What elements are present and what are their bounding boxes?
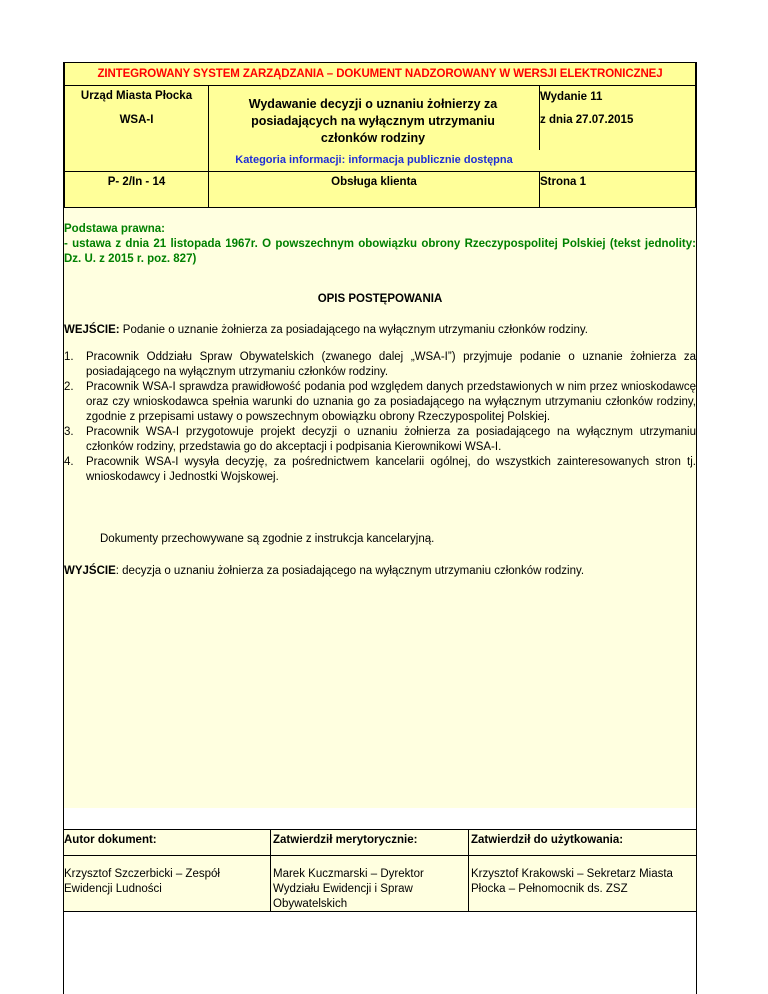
documents-note: Dokumenty przechowywane są zgodnie z instrukcja kancelaryjną. — [100, 533, 435, 545]
step-number: 2. — [64, 381, 74, 393]
office-name: Urząd Miasta Płocka — [80, 90, 193, 102]
unit-code: WSA-I — [119, 114, 154, 126]
footer-divider — [468, 830, 469, 911]
input-text: Podanie o uznanie żołnierza za posiadającego na wyłącznym utrzymaniu członków rodziny. — [119, 324, 588, 336]
approval-table — [64, 829, 696, 912]
step-text: Pracownik Oddziału Spraw Obywatelskich (zwanego dalej „WSA-I”) przyjmuje podanie o uznanie żołnierza za posiadającego na wyłącznym utrzymaniu członków rodziny. — [86, 351, 696, 378]
edition: Wydanie 11 — [540, 91, 603, 103]
document-body — [64, 208, 696, 808]
merit-approval-label: Zatwierdził merytorycznie: — [273, 834, 418, 846]
step-number: 3. — [64, 426, 74, 438]
legal-basis-text: - ustawa z dnia 21 listopada 1967r. O powszechnym obowiązku obrony Rzeczypospolitej Polskiej (tekst jednolity: Dz. U. z 2015 r. poz. 827) — [64, 238, 696, 265]
procedure-code: P- 2/In - 14 — [107, 176, 166, 188]
legal-basis-title: Podstawa prawna: — [64, 223, 165, 235]
list-item — [64, 425, 696, 455]
list-item — [64, 350, 696, 380]
edition-date: z dnia 27.07.2015 — [540, 114, 634, 126]
service-name: Obsługa klienta — [331, 176, 417, 188]
step-text: Pracownik WSA-I wysyła decyzję, za pośrednictwem kancelarii ogólnej, do wszystkich zainteresowanych stron tj. wnioskodawcy i Jednostki Wojskowej. — [86, 456, 696, 483]
list-item — [64, 380, 696, 425]
input-label: WEJŚCIE: — [64, 324, 120, 336]
step-text: Pracownik WSA-I przygotowuje projekt decyzji o uznaniu żołnierza za posiadającego na wyłącznym utrzymaniu członków rodziny, przedstawia go do akceptacji i podpisania Kierownikowi WSA-I. — [86, 426, 696, 453]
procedure-steps — [64, 350, 696, 485]
author-name: Krzysztof Szczerbicki – Zespół Ewidencji Ludności — [64, 868, 220, 895]
step-text: Pracownik WSA-I sprawdza prawidłowość podania pod względem danych przedstawionych w nim przez wnioskodawcę oraz czy wnioskodawca spełnia warunki do uznania go za posiadającego na wyłącznym utrzymaniu członków rodziny, zgodnie z przepisami ustawy o powszechnym obowiązku obrony Rzeczypospolitej Polskiej. — [86, 381, 696, 423]
zsz-banner: ZINTEGROWANY SYSTEM ZARZĄDZANIA – DOKUMENT NADZOROWANY W WERSJI ELEKTRONICZNEJ — [65, 63, 695, 86]
use-approver: Krzysztof Krakowski – Sekretarz Miasta Płocka – Pełnomocnik ds. ZSZ — [471, 868, 673, 895]
author-label: Autor dokument: — [64, 834, 157, 846]
header-divider — [65, 171, 695, 172]
use-approval-cell — [471, 830, 693, 911]
merit-approver: Marek Kuczmarski – Dyrektor Wydziału Ewidencji i Spraw Obywatelskich — [273, 868, 424, 910]
header-divider — [208, 85, 209, 207]
step-number: 1. — [64, 351, 74, 363]
use-approval-label: Zatwierdził do użytkowania: — [471, 834, 624, 846]
output-line — [64, 564, 696, 579]
page-number: Strona 1 — [540, 176, 587, 188]
document-title: Wydawanie decyzji o uznaniu żołnierzy za posiadających na wyłącznym utrzymaniu członków rodziny — [248, 97, 498, 145]
list-item — [64, 455, 696, 485]
author-cell — [64, 830, 264, 911]
information-category: Kategoria informacji: informacja publicznie dostępna — [235, 154, 513, 166]
document-header — [64, 62, 696, 208]
merit-approval-cell — [273, 830, 465, 911]
procedure-heading: OPIS POSTĘPOWANIA — [317, 293, 443, 305]
footer-divider — [270, 830, 271, 911]
output-text: : decyzja o uznaniu żołnierza za posiadającego na wyłącznym utrzymaniu członków rodziny. — [115, 565, 585, 577]
input-line — [64, 323, 696, 338]
output-label: WYJŚCIE — [64, 565, 116, 577]
document-page — [63, 62, 697, 994]
step-number: 4. — [64, 456, 74, 468]
